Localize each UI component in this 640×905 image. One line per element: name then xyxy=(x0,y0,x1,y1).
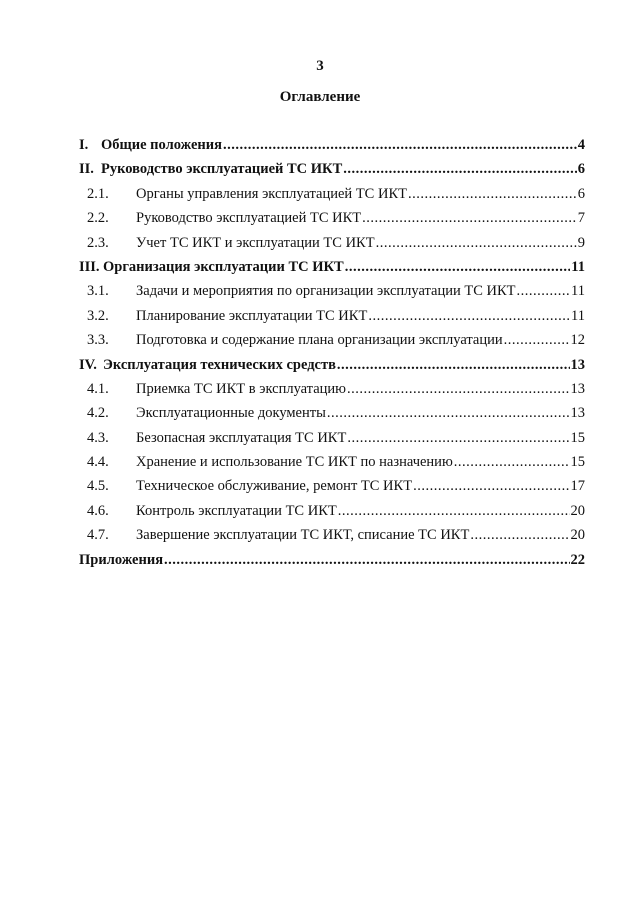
toc-entry-number: 2.3. xyxy=(87,234,109,251)
toc-entry-page: 22 xyxy=(570,551,585,568)
toc-entry-4-6[interactable] xyxy=(79,499,585,523)
toc-entry-page: 11 xyxy=(571,258,585,275)
toc-entry-title: Планирование эксплуатации ТС ИКТ xyxy=(136,307,368,324)
toc-leader-dots xyxy=(337,353,570,377)
toc-leader-dots xyxy=(338,499,570,523)
toc-entry-title: Руководство эксплуатацией ТС ИКТ xyxy=(136,210,362,227)
toc-entry-title: Завершение эксплуатации ТС ИКТ, списание ТС ИКТ xyxy=(136,527,470,544)
toc-entry-number: 3.1. xyxy=(87,283,109,300)
toc-entry-title: Безопасная эксплуатация ТС ИКТ xyxy=(136,429,347,446)
toc-entry-title: Общие положения xyxy=(101,137,222,153)
toc-entry-general-provisions[interactable] xyxy=(79,133,585,157)
toc-entry-title: Организация эксплуатации ТС ИКТ xyxy=(103,258,344,275)
toc-entry-page: 11 xyxy=(571,283,585,300)
page-number: 3 xyxy=(316,58,324,74)
toc-entry-page: 13 xyxy=(570,405,585,422)
toc-title: Оглавление xyxy=(279,89,361,105)
toc-entry-title: Задачи и мероприятия по организации эксплуатации ТС ИКТ xyxy=(136,283,516,300)
toc-entry-4-4[interactable] xyxy=(79,450,585,474)
toc-leader-dots xyxy=(345,255,571,279)
toc-entry-title: Эксплуатация технических средств xyxy=(103,356,336,373)
toc-entry-3-1[interactable] xyxy=(79,279,585,303)
toc-entry-number: 4.7. xyxy=(87,527,109,544)
toc-entry-number: 4.6. xyxy=(87,502,109,519)
toc-entry-title: Хранение и использование ТС ИКТ по назначению xyxy=(136,454,453,471)
toc-entry-operation-management[interactable] xyxy=(79,157,585,181)
toc-entry-title: Руководство эксплуатацией ТС ИКТ xyxy=(101,161,343,178)
toc-entry-title: Эксплуатационные документы xyxy=(136,405,326,422)
toc-entry-title: Органы управления эксплуатацией ТС ИКТ xyxy=(136,185,407,202)
toc-entry-number: II. xyxy=(79,161,94,178)
toc-entry-technical-operation[interactable] xyxy=(79,353,585,377)
toc-leader-dots xyxy=(454,450,570,474)
toc-leader-dots xyxy=(413,474,569,498)
toc-entry-page: 4 xyxy=(577,137,585,153)
toc-entry-number: IV. xyxy=(79,356,97,373)
toc-entry-3-3[interactable] xyxy=(79,328,585,352)
toc-entry-page: 15 xyxy=(570,429,585,446)
toc-entry-page: 20 xyxy=(570,527,585,544)
toc-entry-4-5[interactable] xyxy=(79,474,585,498)
toc-entry-page: 12 xyxy=(570,332,585,349)
toc-entry-page: 13 xyxy=(570,380,585,397)
toc-entry-page: 17 xyxy=(570,478,585,495)
toc-entry-number: I. xyxy=(79,137,89,153)
toc-entry-number: 4.4. xyxy=(87,454,109,471)
toc-leader-dots xyxy=(347,426,569,450)
toc-entry-number: 4.5. xyxy=(87,478,109,495)
toc-leader-dots xyxy=(362,206,577,230)
table-of-contents xyxy=(79,133,585,572)
toc-leader-dots xyxy=(164,548,569,572)
toc-entry-4-2[interactable] xyxy=(79,401,585,425)
toc-entry-4-1[interactable] xyxy=(79,377,585,401)
toc-entry-4-3[interactable] xyxy=(79,426,585,450)
toc-entry-4-7[interactable] xyxy=(79,523,585,547)
toc-entry-title: Приложения xyxy=(79,551,164,568)
toc-entry-2-1[interactable] xyxy=(79,182,585,206)
toc-entry-number: 2.2. xyxy=(87,210,109,227)
toc-entry-page: 11 xyxy=(571,307,585,324)
toc-entry-number: 4.1. xyxy=(87,380,109,397)
toc-entry-page: 6 xyxy=(577,185,585,202)
toc-leader-dots xyxy=(223,133,577,157)
toc-entry-page: 6 xyxy=(577,161,585,178)
toc-entry-title: Техническое обслуживание, ремонт ТС ИКТ xyxy=(136,478,413,495)
toc-leader-dots xyxy=(408,182,577,206)
toc-entry-operation-organization[interactable] xyxy=(79,255,585,279)
toc-entry-page: 13 xyxy=(570,356,585,373)
toc-leader-dots xyxy=(368,304,570,328)
toc-leader-dots xyxy=(504,328,570,352)
toc-entry-2-2[interactable] xyxy=(79,206,585,230)
toc-entry-title: Контроль эксплуатации ТС ИКТ xyxy=(136,502,337,519)
toc-leader-dots xyxy=(376,231,577,255)
toc-entry-page: 15 xyxy=(570,454,585,471)
toc-entry-number: 4.2. xyxy=(87,405,109,422)
toc-entry-page: 9 xyxy=(577,234,585,251)
toc-entry-number: 2.1. xyxy=(87,185,109,202)
toc-entry-3-2[interactable] xyxy=(79,304,585,328)
toc-entry-number: III. xyxy=(79,258,100,275)
toc-entry-title: Приемка ТС ИКТ в эксплуатацию xyxy=(136,380,346,397)
toc-leader-dots xyxy=(347,377,570,401)
toc-entry-title: Учет ТС ИКТ и эксплуатации ТС ИКТ xyxy=(136,234,375,251)
toc-leader-dots xyxy=(517,279,571,303)
toc-entry-title: Подготовка и содержание плана организации эксплуатации xyxy=(136,332,503,349)
toc-leader-dots xyxy=(327,401,570,425)
toc-entry-2-3[interactable] xyxy=(79,231,585,255)
toc-entry-number: 4.3. xyxy=(87,429,109,446)
toc-entry-number: 3.2. xyxy=(87,307,109,324)
toc-entry-page: 7 xyxy=(577,210,585,227)
toc-entry-appendices[interactable] xyxy=(79,548,585,572)
toc-leader-dots xyxy=(343,157,577,181)
toc-entry-page: 20 xyxy=(570,502,585,519)
toc-leader-dots xyxy=(470,523,569,547)
toc-entry-number: 3.3. xyxy=(87,332,109,349)
